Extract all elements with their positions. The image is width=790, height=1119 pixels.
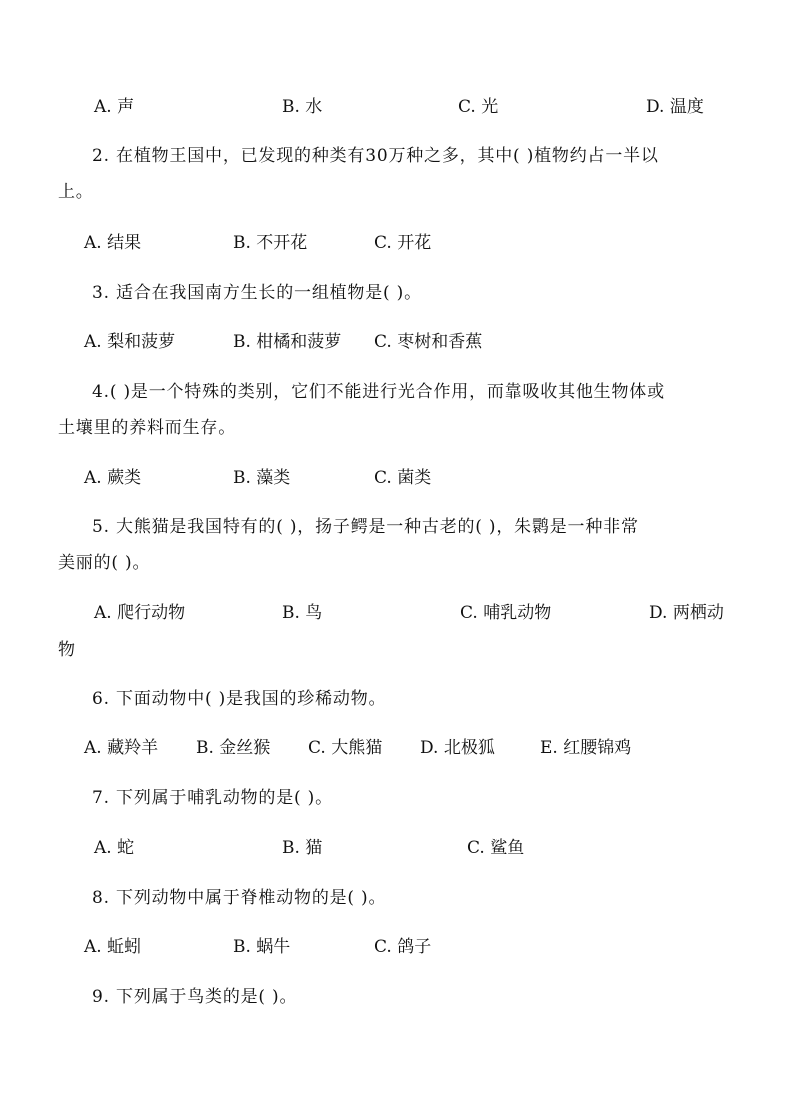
q1-option-c: C. 光 — [458, 97, 499, 117]
q2-option-a: A. 结果 — [84, 233, 142, 253]
q6-option-b: B. 金丝猴 — [196, 738, 271, 758]
q3-option-c: C. 枣树和香蕉 — [374, 332, 483, 352]
q5-option-b: B. 鸟 — [282, 603, 323, 623]
q4-text: 4.( )是一个特殊的类别，它们不能进行光合作用，而靠吸收其他生物体或 — [92, 382, 665, 402]
q1-option-a: A. 声 — [94, 97, 135, 117]
q6-option-d: D. 北极狐 — [420, 738, 495, 758]
q6-option-a: A. 藏羚羊 — [84, 738, 159, 758]
q5-text: 5. 大熊猫是我国特有的( )，扬子鳄是一种古老的( )，朱鹮是一种非常 — [92, 517, 639, 537]
q7-option-a: A. 蛇 — [94, 838, 135, 858]
q6-option-c: C. 大熊猫 — [308, 738, 383, 758]
q7-option-b: B. 猫 — [282, 838, 323, 858]
q5-option-d: D. 两栖动 — [649, 603, 724, 623]
q4-option-c: C. 菌类 — [374, 468, 432, 488]
q5-continuation: 美丽的( )。 — [58, 553, 151, 573]
q4-continuation: 土壤里的养料而生存。 — [58, 418, 236, 438]
q3-option-b: B. 柑橘和菠萝 — [233, 332, 342, 352]
q6-text: 6. 下面动物中( )是我国的珍稀动物。 — [92, 689, 387, 709]
q1-option-d: D. 温度 — [646, 97, 704, 117]
q2-option-c: C. 开花 — [374, 233, 432, 253]
q7-option-c: C. 鲨鱼 — [467, 838, 525, 858]
q4-option-b: B. 藻类 — [233, 468, 291, 488]
q2-continuation: 上。 — [58, 182, 94, 202]
q2-text: 2. 在植物王国中，已发现的种类有30万种之多，其中( )植物约占一半以 — [92, 146, 659, 166]
q9-text: 9. 下列属于鸟类的是( )。 — [92, 987, 298, 1007]
q7-text: 7. 下列属于哺乳动物的是( )。 — [92, 788, 333, 808]
q6-option-e: E. 红腰锦鸡 — [540, 738, 632, 758]
q3-option-a: A. 梨和菠萝 — [84, 332, 176, 352]
q8-text: 8. 下列动物中属于脊椎动物的是( )。 — [92, 888, 387, 908]
q5-option-c: C. 哺乳动物 — [460, 603, 552, 623]
q8-option-a: A. 蚯蚓 — [84, 937, 142, 957]
q4-option-a: A. 蕨类 — [84, 468, 142, 488]
q8-option-b: B. 蜗牛 — [233, 937, 291, 957]
q8-option-c: C. 鸽子 — [374, 937, 432, 957]
q5-option-d-continuation: 物 — [58, 640, 75, 660]
q3-text: 3. 适合在我国南方生长的一组植物是( )。 — [92, 283, 422, 303]
q5-option-a: A. 爬行动物 — [94, 603, 186, 623]
q1-option-b: B. 水 — [282, 97, 323, 117]
q2-option-b: B. 不开花 — [233, 233, 308, 253]
